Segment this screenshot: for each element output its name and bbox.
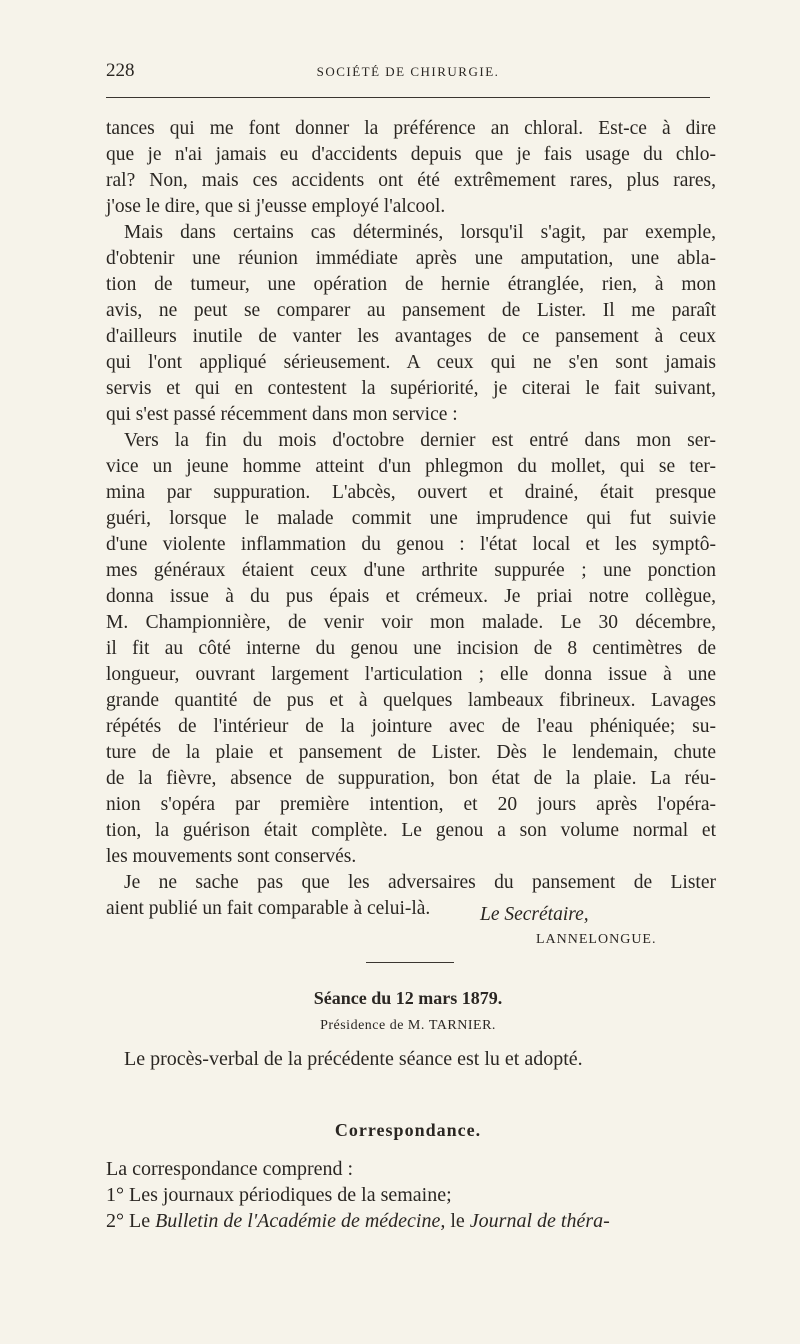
- text-line: vice un jeune homme atteint d'un phlegmon du mollet, qui se ter-: [106, 456, 716, 477]
- text-line: Vers la fin du mois d'octobre dernier est entré dans mon ser-: [124, 430, 716, 451]
- text-line: Je ne sache pas que les adversaires du pansement de Lister: [124, 872, 716, 893]
- text-line: tion, la guérison était complète. Le genou a son volume normal et: [106, 820, 716, 841]
- text-line: de la fièvre, absence de suppuration, bon état de la plaie. La réu-: [106, 768, 716, 789]
- minutes-line: Le procès-verbal de la précédente séance est lu et adopté.: [124, 1048, 583, 1070]
- text-line: d'ailleurs inutile de vanter les avantages de ce pansement à ceux: [106, 326, 716, 347]
- item2-mid: le: [450, 1210, 465, 1232]
- text-line: ture de la plaie et pansement de Lister. Dès le lendemain, chute: [106, 742, 716, 763]
- section-divider: [366, 962, 454, 963]
- text-line: nion s'opéra par première intention, et 20 jours après l'opéra-: [106, 794, 716, 815]
- text-line: donna issue à du pus épais et crémeux. Je priai notre collègue,: [106, 586, 716, 607]
- text-line: que je n'ai jamais eu d'accidents depuis que je fais usage du chlo-: [106, 144, 716, 165]
- correspondance-item-2: [106, 1208, 716, 1234]
- header-rule: [106, 97, 710, 98]
- correspondance-heading: Correspondance.: [334, 1120, 482, 1140]
- presidency-prefix: Présidence de M.: [320, 1018, 425, 1033]
- item2-bulletin: Bulletin de l'Académie de médecine,: [155, 1210, 446, 1232]
- text-line: avis, ne peut se comparer au pansement de Lister. Il me paraît: [106, 300, 716, 321]
- correspondance-item-1: 1° Les journaux périodiques de la semaine;: [106, 1184, 452, 1206]
- text-line: Mais dans certains cas déterminés, lorsqu'il s'agit, par exemple,: [124, 222, 716, 243]
- signature-title: Le Secrétaire,: [480, 904, 589, 925]
- text-line: tances qui me font donner la préférence an chloral. Est-ce à dire: [106, 118, 716, 139]
- text-line: grande quantité de pus et à quelques lambeaux fibrineux. Lavages: [106, 690, 716, 711]
- running-title: SOCIÉTÉ DE CHIRURGIE.: [316, 64, 500, 79]
- session-title: Séance du 12 mars 1879.: [313, 988, 503, 1008]
- text-line: aient publié un fait comparable à celui-là.: [106, 898, 431, 919]
- text-line: longueur, ouvrant largement l'articulation ; elle donna issue à une: [106, 664, 716, 685]
- correspondance-intro: La correspondance comprend :: [106, 1158, 354, 1180]
- text-line: j'ose le dire, que si j'eusse employé l'alcool.: [106, 196, 446, 217]
- text-line: guéri, lorsque le malade commit une imprudence qui fut suivie: [106, 508, 716, 529]
- text-line: mina par suppuration. L'abcès, ouvert et drainé, était presque: [106, 482, 716, 503]
- presidency-line: [106, 1018, 710, 1034]
- text-line: servis et qui en contestent la supériorité, je citerai le fait suivant,: [106, 378, 716, 399]
- text-line: qui l'ont appliqué sérieusement. A ceux qui ne s'en sont jamais: [106, 352, 716, 373]
- text-line: d'obtenir une réunion immédiate après une amputation, une abla-: [106, 248, 716, 269]
- text-line: répétés de l'intérieur de la jointure avec de l'eau phéniquée; su-: [106, 716, 716, 737]
- text-line: les mouvements sont conservés.: [106, 846, 357, 867]
- signature-name: LANNELONGUE.: [536, 932, 657, 947]
- president-name: TARNIER.: [428, 1018, 496, 1033]
- text-line: ral? Non, mais ces accidents ont été extrêmement rares, plus rares,: [106, 170, 716, 191]
- text-line: qui s'est passé récemment dans mon service :: [106, 404, 458, 425]
- text-line: tion de tumeur, une opération de hernie étranglée, rien, à mon: [106, 274, 716, 295]
- text-line: M. Championnière, de venir voir mon malade. Le 30 décembre,: [106, 612, 716, 633]
- page-header: [106, 60, 710, 90]
- text-line: mes généraux étaient ceux d'une arthrite suppurée ; une ponction: [106, 560, 716, 581]
- item2-prefix: 2° Le: [106, 1210, 151, 1232]
- text-line: d'une violente inflammation du genou : l'état local et les symptô-: [106, 534, 716, 555]
- text-line: il fit au côté interne du genou une incision de 8 centimètres de: [106, 638, 716, 659]
- page-number: 228: [106, 60, 135, 81]
- item2-journal: Journal de théra-: [469, 1210, 610, 1232]
